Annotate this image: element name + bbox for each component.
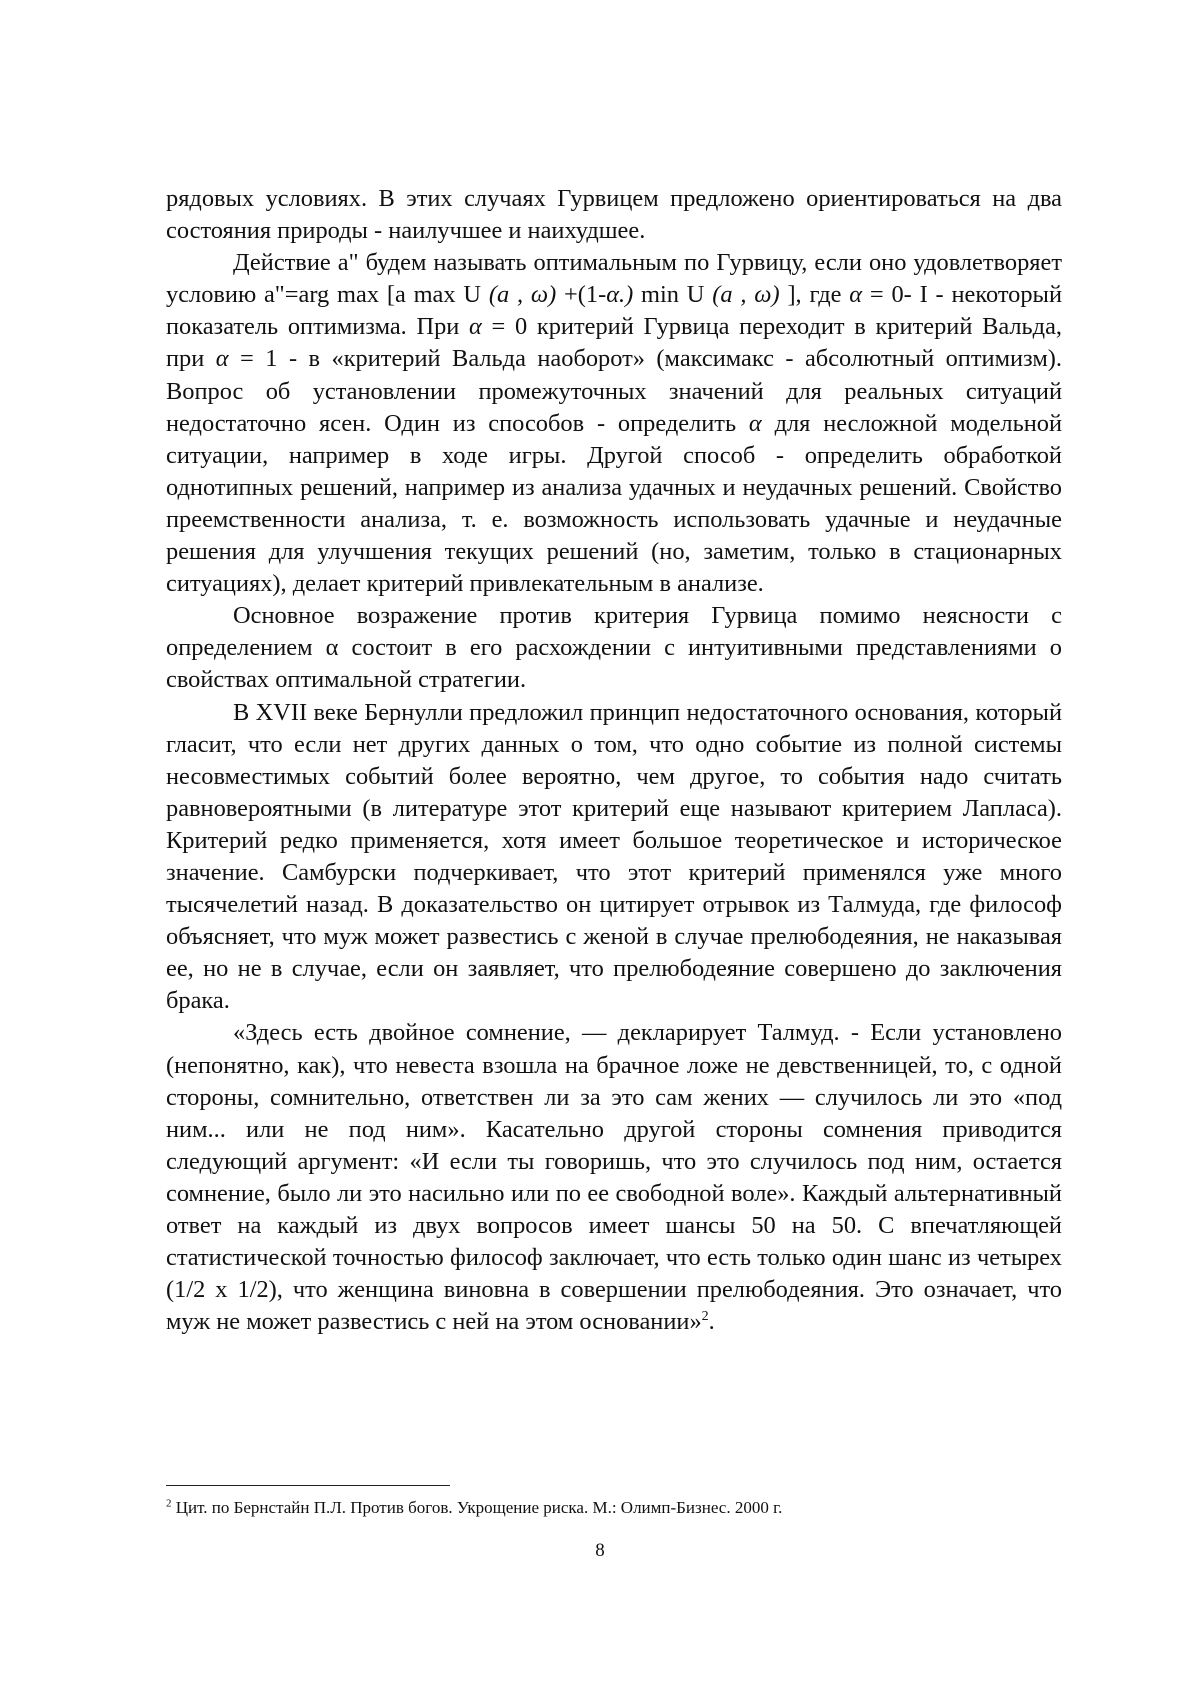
text-run: Действие а" будем называть оптимальным по Гурвицу, если оно удовлетворяет условию а"=arg max [а max U [166,249,1062,309]
text-run: min U [633,281,705,309]
math-symbol-alpha: α.) [606,281,634,309]
text-run: = 0- I - некоторый показатель оптимизма. При [166,281,1062,341]
paragraph-4: В XVII веке Бернулли предложил принцип недостаточного основания, который гласит, что если нет других данных о том, что одно событие из полной системы несовместимых событий более вероятно, чем другое, то события надо считать равновероятными (в литературе этот критерий еще называют критерием Лапласа). Критерий редко применяется, хотя имеет большое теоретическое и историческое значение. Самбурски подчеркивает, что этот критерий применялся уже много тысячелетий назад. В доказательство он цитирует отрывок из Талмуда, где философ объясняет, что муж может развестись с женой в случае прелюбодеяния, не наказывая ее, но не в случае, если он заявляет, что прелюбодеяние совершено до заключения брака. [166,698,1062,1015]
text-run: . [708,1308,715,1336]
footnote-divider [166,1485,450,1486]
text-run: = 0 критерий Гурвица переходит в критерий Вальда, при [166,313,1063,373]
paragraph-1: рядовых условиях. В этих случаях Гурвицем предложено ориентироваться на два состояния природы - наилучшее и наихудшее. [166,185,1062,245]
math-expression: (а , ω) [481,281,565,309]
paragraph-3: Основное возражение против критерия Гурвица помимо неясности с определением α состоит в его расхождении с интуитивными представлениями о свойствах оптимальной стратегии. [166,602,1062,694]
math-expression: (а , ω) [704,281,788,309]
page-number: 8 [595,1540,605,1561]
text-run: +(1- [564,281,607,309]
math-symbol-alpha: α [469,313,482,341]
paragraph-5 [166,1017,1062,1338]
math-symbol-alpha: α [849,281,863,309]
body-text [166,183,1062,1338]
paragraph-2 [166,247,1062,600]
quote-text: «Здесь есть двойное сомнение, — декларирует Талмуд. - Если установлено (непонятно, как), что невеста взошла на брачное ложе не девственницей, то, с одной стороны, сомнительно, ответствен ли за это сам жених — случилось ли это «под ним... или не под ним». Касательно другой стороны сомнения приводится следующий аргумент: «И если ты говоришь, что это случилось под ним, остается сомнение, было ли это насильно или по ее свободной воле». Каждый альтернативный ответ на каждый из двух вопросов имеет шансы 50 на 50. С впечатляющей статистической точностью философ заключает, что есть только один шанс из четырех (1/2 х 1/2), что женщина виновна в совершении прелюбодеяния. Это означает, что муж не может развестись с ней на этом основании» [166,1019,1062,1336]
math-symbol-alpha: α [215,345,229,373]
text-run: для несложной модельной ситуации, например в ходе игры. Другой способ - определить обработкой однотипных решений, например из анализа удачных и неудачных решений. Свойство преемственности анализа, т. е. возможность использовать удачные и неудачные решения для улучшения текущих решений (но, заметим, только в стационарных ситуациях), делает критерий привлекательным в анализе. [166,409,1063,598]
text-run: ], где [787,281,850,309]
footnote-marker: 2 [166,1497,172,1510]
footnote-text: Цит. по Бернстайн П.Л. Против богов. Укрощение риска. М.: Олимп-Бизнес. 2000 г. [171,1498,783,1517]
footnote-reference[interactable]: 2 [701,1309,709,1325]
footnote [166,1497,1062,1519]
math-symbol-alpha: α [748,409,762,437]
text-run: = 1 - в «критерий Вальда наоборот» (максимакс - абсолютный оптимизм). Вопрос об установлении промежуточных значений для реальных ситуаций недостаточно ясен. Один из способов - определить [166,345,1063,437]
